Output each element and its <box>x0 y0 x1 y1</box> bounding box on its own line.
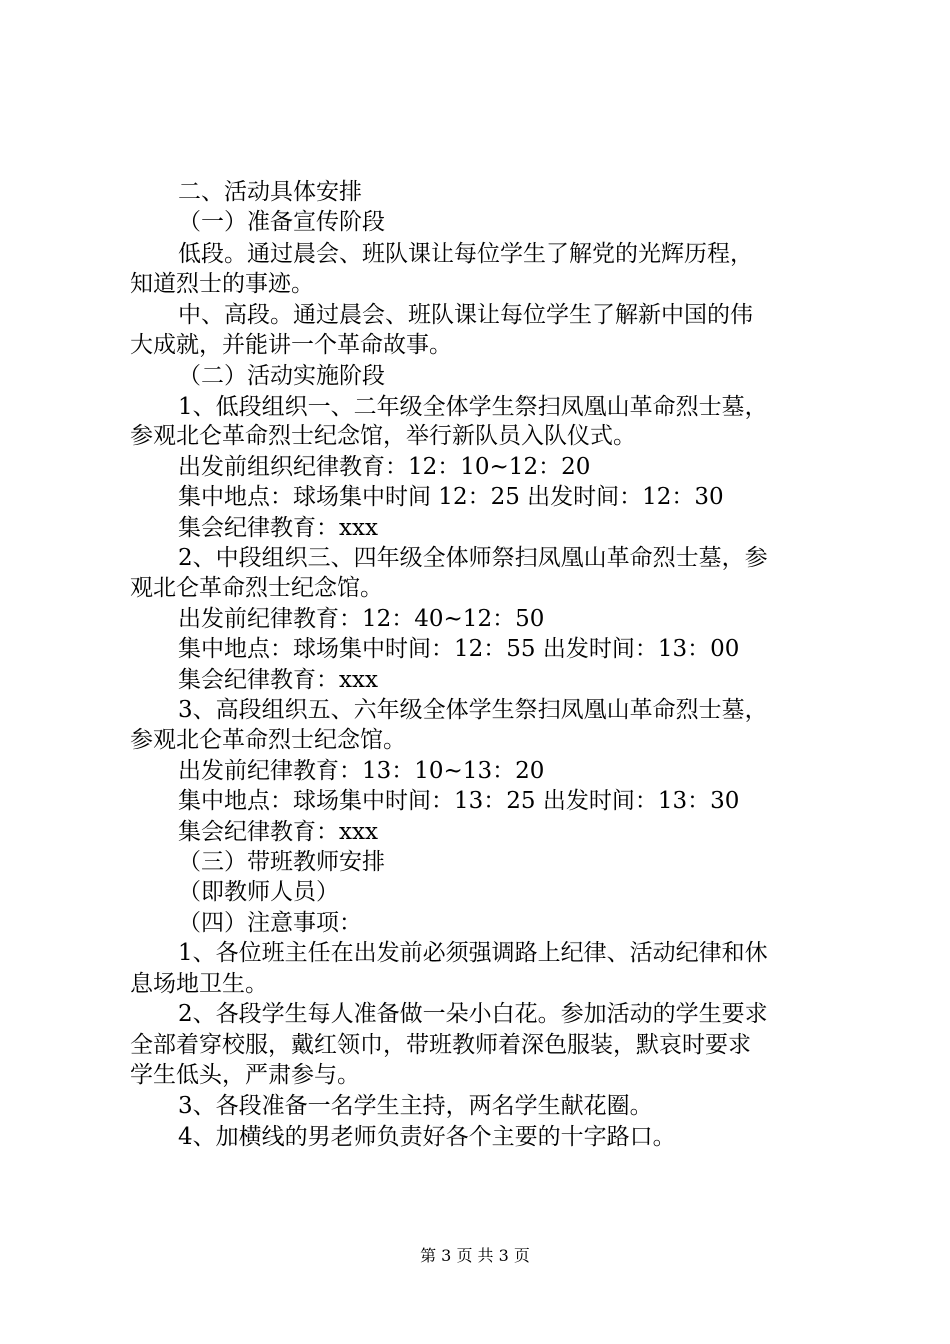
schedule-line: 集中地点：球场集中时间：12：55 出发时间：13：00 <box>178 636 740 662</box>
section-heading: 二、活动具体安排 <box>178 179 362 205</box>
schedule-line: 出发前纪律教育：12：40~12：50 <box>178 606 545 632</box>
list-item-line: 1、低段组织一、二年级全体学生祭扫凤凰山革命烈士墓， <box>178 394 768 420</box>
note-line: 学生低头，严肃参与。 <box>130 1062 360 1088</box>
paragraph-line: （即教师人员） <box>178 879 339 905</box>
schedule-line: 出发前纪律教育：13：10~13：20 <box>178 758 545 784</box>
paragraph-line: 知道烈士的事迹。 <box>130 271 314 297</box>
list-item-line: 2、中段组织三、四年级全体师祭扫凤凰山革命烈士墓，参 <box>178 545 768 571</box>
note-line: 1、各位班主任在出发前必须强调路上纪律、活动纪律和休 <box>178 940 768 966</box>
list-item-line: 3、高段组织五、六年级全体学生祭扫凤凰山革命烈士墓， <box>178 697 768 723</box>
schedule-line: 集会纪律教育：xxx <box>178 515 378 541</box>
subsection-title-1: （一）准备宣传阶段 <box>178 209 385 235</box>
schedule-line: 集会纪律教育：xxx <box>178 819 378 845</box>
paragraph-line: 低段。通过晨会、班队课让每位学生了解党的光辉历程， <box>178 241 753 267</box>
note-line: 2、各段学生每人准备做一朵小白花。参加活动的学生要求 <box>178 1001 768 1027</box>
schedule-line: 集中地点：球场集中时间：13：25 出发时间：13：30 <box>178 788 740 814</box>
schedule-line: 集会纪律教育：xxx <box>178 667 378 693</box>
list-item-line: 观北仑革命烈士纪念馆。 <box>130 575 383 601</box>
schedule-line: 出发前组织纪律教育：12：10~12：20 <box>178 454 591 480</box>
schedule-line: 集中地点：球场集中时间 12：25 出发时间：12：30 <box>178 484 724 510</box>
subsection-title-4: （四）注意事项： <box>178 910 362 936</box>
note-line: 4、加横线的男老师负责好各个主要的十字路口。 <box>178 1124 676 1150</box>
note-line: 3、各段准备一名学生主持，两名学生献花圈。 <box>178 1093 653 1119</box>
subsection-title-3: （三）带班教师安排 <box>178 849 385 875</box>
note-line: 全部着穿校服，戴红领巾，带班教师着深色服装，默哀时要求 <box>130 1032 751 1058</box>
note-line: 息场地卫生。 <box>130 971 268 997</box>
subsection-title-2: （二）活动实施阶段 <box>178 363 385 389</box>
paragraph-line: 中、高段。通过晨会、班队课让每位学生了解新中国的伟 <box>178 302 753 328</box>
paragraph-line: 大成就，并能讲一个革命故事。 <box>130 332 452 358</box>
list-item-line: 参观北仑革命烈士纪念馆。 <box>130 727 406 753</box>
page-number-footer: 第 3 页 共 3 页 <box>420 1246 530 1265</box>
list-item-line: 参观北仑革命烈士纪念馆，举行新队员入队仪式。 <box>130 423 636 449</box>
